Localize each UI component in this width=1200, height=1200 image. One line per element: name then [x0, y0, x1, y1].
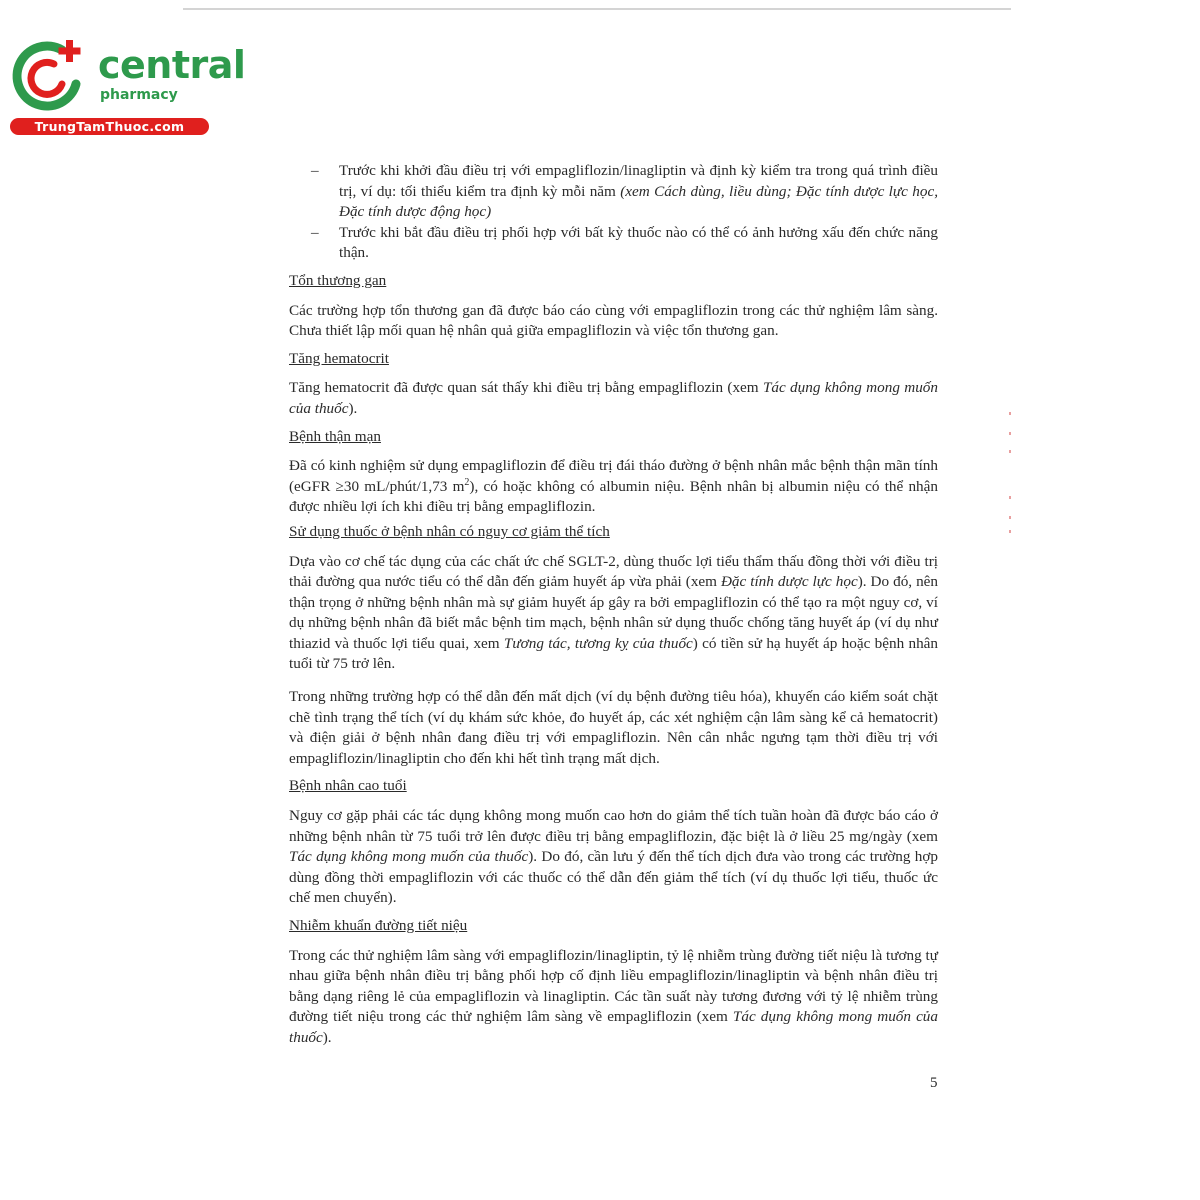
text-run: ), có hoặc không có albumin niệu. Bệnh nhân bị albumin niệu có thể nhận được nhiều lợi ích khi điều trị bằng empagliflozin. [289, 477, 938, 516]
bullet-text: Trước khi bắt đầu điều trị phối hợp với bất kỳ thuốc nào có thể có ảnh hưởng xấu đến chức năng thận. [339, 223, 938, 262]
heading-uti: Nhiễm khuẩn đường tiết niệu [289, 917, 468, 934]
paragraph-liver: Các trường hợp tổn thương gan đã được báo cáo cùng với empagliflozin trong các thử nghiệm lâm sàng. Chưa thiết lập mối quan hệ nhân quả giữa empagliflozin và việc tổn thương gan. [289, 301, 938, 340]
logo-site-banner: TrungTamThuoc.com [10, 118, 209, 135]
top-rule [183, 8, 1011, 10]
reference-italic: Đặc tính dược lực học [720, 573, 858, 591]
text-run: Nguy cơ gặp phải các tác dụng không mong muốn cao hơn do giảm thể tích tuần hoàn đã được báo cáo ở những bệnh nhân từ 75 tuổi trở lên được điều trị bằng empagliflozin, đặc biệt là ở liều 25 mg/ngày (xem [289, 807, 938, 845]
superscript: 2 [464, 476, 470, 488]
bullet-reference: (xem Cách dùng, liều dùng; Đặc tính dược lực học, Đặc tính dược động học) [339, 182, 938, 221]
paragraph-volume-2: Trong những trường hợp có thể dẫn đến mất dịch (ví dụ bệnh đường tiêu hóa), khuyến cáo kiểm soát chặt chẽ tình trạng thể tích (ví dụ khám sức khỏe, đo huyết áp, các xét nghiệm cận lâm sàng kể cả hematocrit) và điện giải ở bệnh nhân đang điều trị với empagliflozin. Nên cân nhắc ngưng tạm thời điều trị với empagliflozin/linagliptin cho đến khi hết tình trạng mất dịch. [289, 688, 938, 767]
bullet-list [289, 161, 938, 264]
heading-volume: Sử dụng thuốc ở bệnh nhân có nguy cơ giảm thể tích [289, 522, 610, 540]
text-run: ). [322, 1028, 332, 1046]
text-run: ). [348, 399, 358, 417]
list-item [289, 161, 938, 223]
text-run: ). Do đó, nên thận trọng ở những bệnh nhân mà sự giảm huyết áp gây ra bởi empagliflozin có thể tạo ra một nguy cơ, ví dụ những bệnh nhân đã biết mắc bệnh tim mạch, bệnh nhân sử dụng thuốc chống tăng huyết áp (ví dụ như thiazid và thuốc lợi tiểu quai, xem [289, 573, 938, 652]
dash-marker: – [311, 223, 319, 241]
margin-marks [1009, 412, 1015, 537]
paragraph-elderly [289, 806, 938, 909]
paragraph-hematocrit [289, 378, 938, 419]
list-item [289, 223, 938, 264]
paragraph-volume-1 [289, 552, 938, 676]
text-run: Tăng hematocrit đã được quan sát thấy khi điều trị bằng empagliflozin (xem [289, 379, 763, 397]
reference-italic: Tác dụng không mong muốn của thuốc [289, 379, 938, 417]
page-number: 5 [930, 1075, 938, 1091]
heading-ckd: Bệnh thận mạn [289, 427, 381, 445]
bullet-text: Trước khi khởi đầu điều trị với empagliflozin/linagliptin và định kỳ kiểm tra trong quá trình điều trị, ví dụ: tối thiểu kiểm tra định kỳ mỗi năm [339, 162, 938, 200]
reference-italic: Tương tác, tương kỵ của thuốc [503, 634, 693, 652]
paragraph-ckd [289, 456, 938, 518]
central-logo-icon [10, 38, 90, 118]
text-run: Đã có kinh nghiệm sử dụng empagliflozin để điều trị đái tháo đường ở bệnh nhân mắc bệnh thận mãn tính (eGFR ≥30 mL/phút/1,73 m [289, 457, 938, 495]
heading-hematocrit: Tăng hematocrit [289, 349, 389, 367]
text-run: Dựa vào cơ chế tác dụng của các chất ức chế SGLT-2, dùng thuốc lợi tiểu thẩm thấu đồng thời với điều trị thải đường qua nước tiểu có thể dẫn đến giảm huyết áp vừa phải (xem [289, 552, 938, 591]
reference-italic: Tác dụng không mong muốn của thuốc [289, 1008, 938, 1046]
logo-sub-text: pharmacy [100, 87, 178, 103]
dash-marker: – [311, 162, 319, 179]
text-run: ). Do đó, cần lưu ý đến thể tích dịch đưa vào trong các trường hợp dùng đồng thời empagliflozin với các thuốc có thể dẫn đến giảm thể tích (ví dụ thuốc lợi tiểu, thuốc ức chế men chuyển). [289, 848, 938, 907]
heading-liver: Tổn thương gan [289, 271, 387, 289]
document-body [289, 161, 938, 1049]
heading-elderly: Bệnh nhân cao tuổi [289, 777, 407, 795]
logo-brand-text: central [98, 43, 246, 87]
reference-italic: Tác dụng không mong muốn của thuốc [289, 848, 529, 866]
text-run: Trong các thử nghiệm lâm sàng với empagliflozin/linagliptin, tỷ lệ nhiễm trùng đường tiết niệu là tương tự nhau giữa bệnh nhân điều trị bằng phối hợp cố định liều empagliflozin/linagliptin và bệnh nhân điều trị bằng dạng riêng lẻ của empagliflozin và linagliptin. Các tần suất này tương đương với tỷ lệ nhiễm trùng đường tiết niệu trong các thử nghiệm lâm sàng về empagliflozin (xem [289, 946, 938, 1026]
text-run: ) có tiền sử hạ huyết áp hoặc bệnh nhân tuổi từ 75 trở lên. [289, 634, 938, 673]
paragraph-uti [289, 946, 938, 1049]
